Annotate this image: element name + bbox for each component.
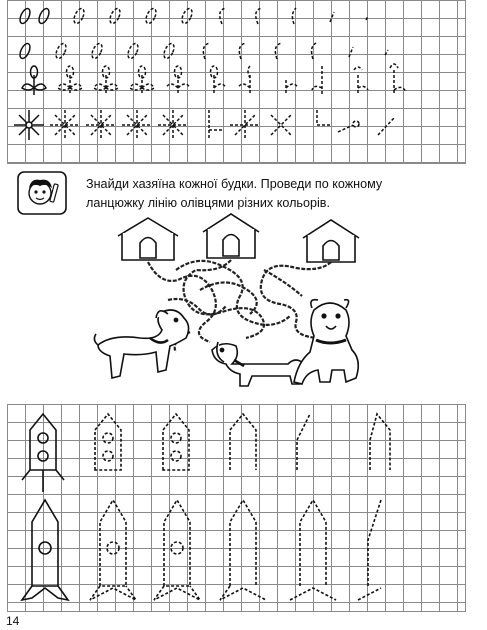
task-line-1: Знайди хазяїна кожної будки. Проведи по кожному: [86, 177, 383, 191]
tracing-grid-top: [7, 0, 466, 164]
tracing-grid-bottom: [7, 404, 466, 612]
page-number: 14: [6, 614, 20, 628]
task-line-2: ланцюжку лінію олівцями різних кольорів.: [86, 196, 330, 210]
task-instruction: [86, 175, 456, 213]
